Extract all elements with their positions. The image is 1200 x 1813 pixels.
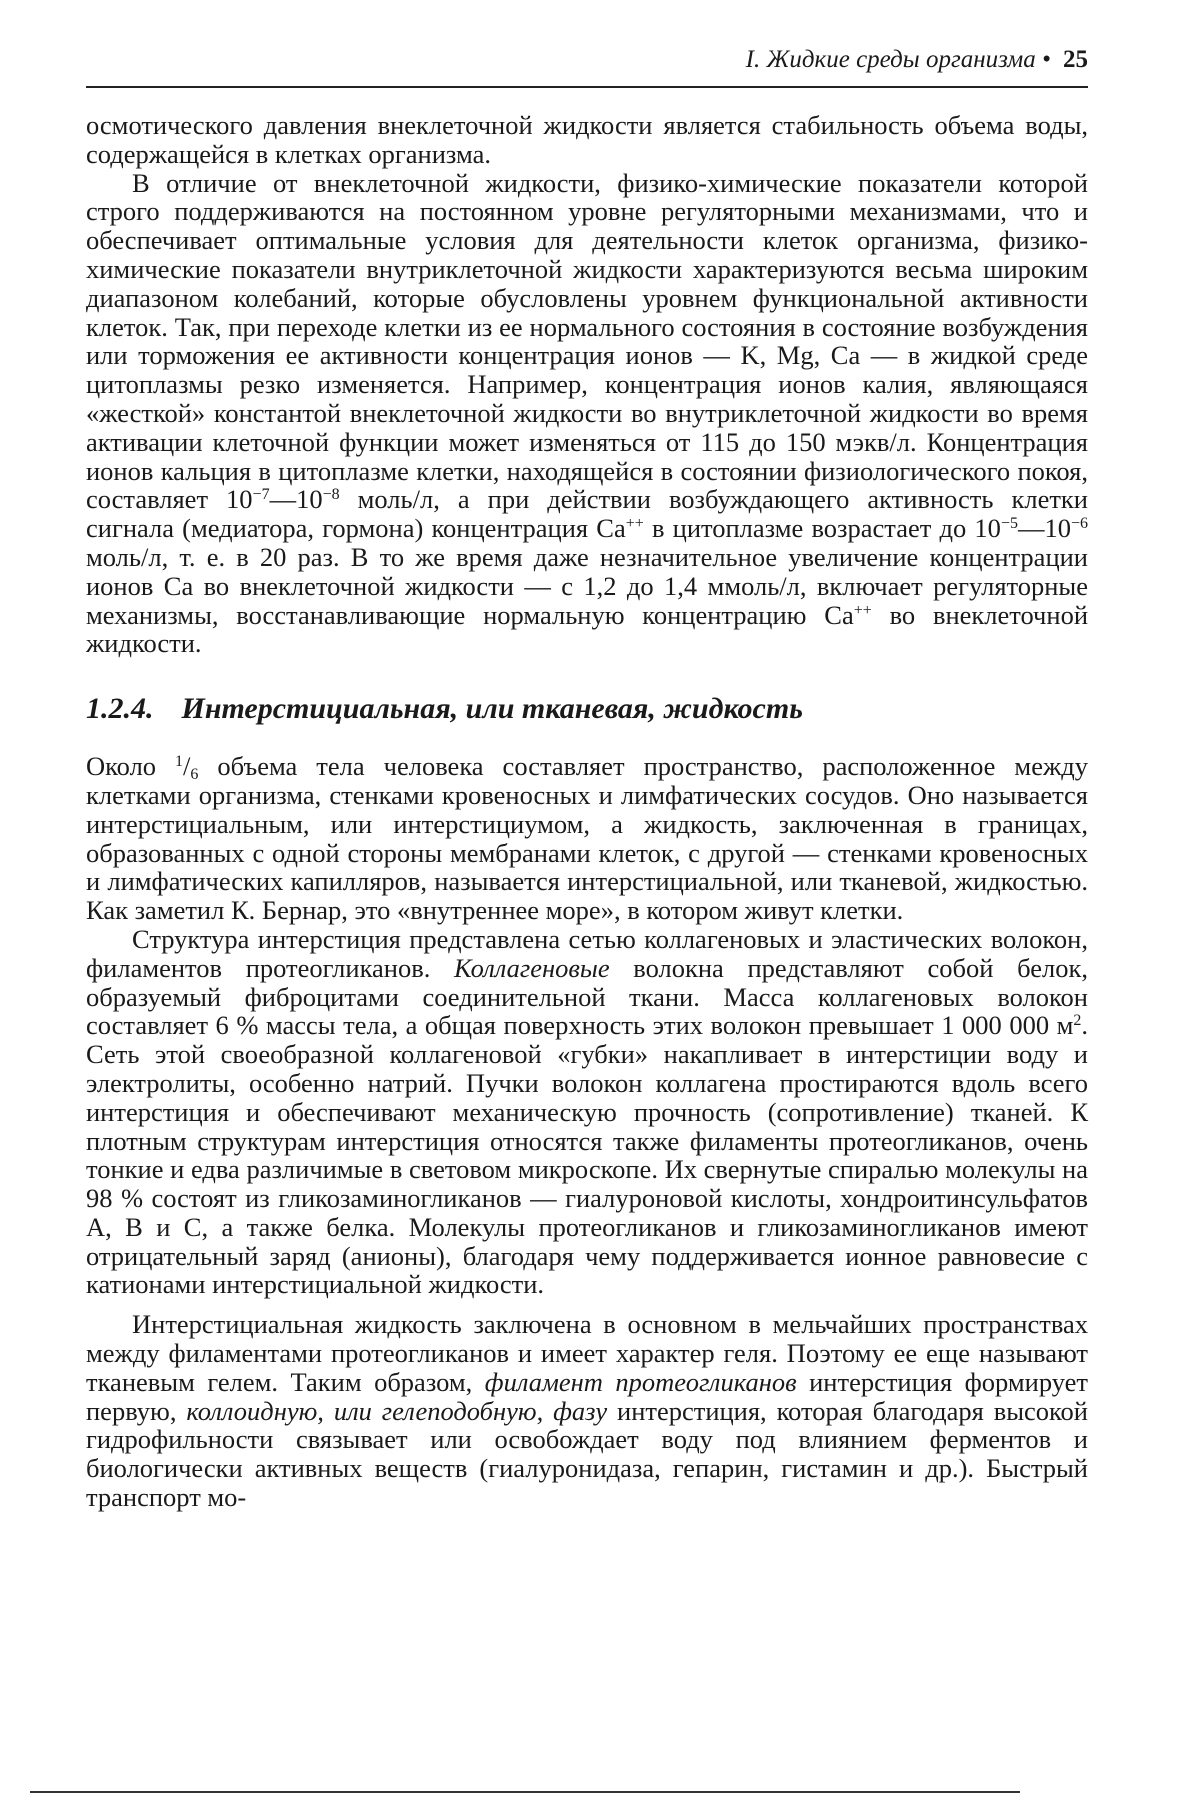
paragraph-interstitial-gel: Интерстициальная жидкость заключена в основном в мельчайших пространствах между филаментами протеогликанов и имеет характер геля. Поэтому ее еще называют тканевым гелем. Таким образом, филамент протеогликанов интерстиция формирует первую, коллоидную, или гелеподобную, фазу интерстиция, которая благодаря высокой гидрофильности связывает или освобождает воду под влиянием ферментов и биологически активных веществ (гиалуронидаза, гепарин, гистамин и др.). Быстрый транспорт мо- — [86, 1309, 1089, 1513]
paragraph-continued: осмотического давления внеклеточной жидкости является стабильность объема воды, содержащейся в клетках организма. — [86, 110, 1088, 169]
page-body — [86, 111, 1088, 1512]
exponent: −5 — [1000, 515, 1018, 533]
section-heading — [86, 692, 1088, 726]
fraction-denominator: 6 — [190, 766, 199, 784]
fraction-numerator: 1 — [175, 753, 184, 771]
exponent: 2 — [1073, 1012, 1082, 1030]
fraction-slash: / — [183, 751, 191, 782]
running-header — [86, 46, 1088, 74]
exponent: −6 — [1070, 515, 1088, 533]
emphasis-term: Коллагеновые — [454, 952, 610, 983]
emphasis-term: коллоидную, или гелеподобную, фазу — [186, 1395, 608, 1426]
header-bullet: • — [1041, 46, 1051, 73]
paragraph-interstitium-structure: Структура интерстиция представлена сетью коллагеновых и эластических волокон, филаментов протеогликанов. Коллагеновые волокна представляют собой белок, образуемый фиброцитами соединительной ткани. Масса коллагеновых волокон составляет 6 % массы тела, а общая поверхность этих волокон превышает 1 000 000 $м^2$. Сеть этой своеобразной коллагеновой «губки» накапливает в интерстиции воду и электролиты, особенно натрий. Пучки волокон коллагена простираются вдоль всего интерстиция и обеспечивают механическую прочность (сопротивление) тканей. К плотным структурам интерстиция относятся также филаменты протеогликанов, очень тонкие и едва различимые в световом микроскопе. Их свернутые спиралью молекулы на 98 % состоят из гликозаминогликанов — гиалуроновой кислоты, хондроитинсульфатов А, В и С, а также белка. Молекулы протеогликанов и гликозаминогликанов имеют отрицательный заряд (анионы), благодаря чему поддерживается ионное равновесие с катионами интерстициальной жидкости. — [86, 923, 1088, 1300]
paragraph-interstitium-intro: Около $^1/_6$ объема тела человека составляет пространство, расположенное между клетками организма, стенками кровеносных и лимфатических сосудов. Оно называется интерстициальным, или интерстициумом, а жидкость, заключенная в границах, образованных с одной стороны мембранами клеток, с другой — стенками кровеносных и лимфатических капилляров, называется интерстициальной, или тканевой, жидкостью. Как заметил К. Бернар, это «внутреннее море», в котором живут клетки. — [86, 751, 1088, 926]
ion-charge: ++ — [853, 601, 872, 619]
header-divider — [86, 86, 1088, 88]
section-title: Интерстициальная, или тканевая, жидкость — [181, 692, 803, 726]
exponent: −7 — [252, 486, 270, 504]
running-title: I. Жидкие среды организма — [745, 46, 1036, 73]
ion-charge: ++ — [625, 515, 644, 533]
page-number: 25 — [1063, 46, 1088, 73]
emphasis-term: филамент протеогликанов — [484, 1366, 797, 1397]
section-number: 1.2.4. — [86, 692, 154, 726]
exponent: −8 — [322, 486, 340, 504]
page-bottom-edge — [30, 1791, 1020, 1793]
paragraph-intracellular-fluid: В отличие от внеклеточной жидкости, физико-химические показатели которой строго поддерживаются на постоянном уровне регуляторными механизмами, что и обеспечивает оптимальные условия для деятельности клеток организма, физико-химические показатели внутриклеточной жидкости характеризуются весьма широким диапазоном колебаний, которые обусловлены уровнем функциональной активности клеток. Так, при переходе клетки из ее нормального состояния в состояние возбуждения или торможения ее активности концентрация ионов — K, Mg, Ca — в жидкой среде цитоплазмы резко изменяется. Например, концентрация ионов калия, являющаяся «жесткой» константой внеклеточной жидкости во внутриклеточной жидкости во время активации клеточной функции может изменяться от 115 до 150 мэкв/л. Концентрация ионов кальция в цитоплазме клетки, находящейся в состоянии физиологического покоя, составляет $10^{-7}—10^{-8}$ моль/л, а при действии возбуждающего активность клетки сигнала (медиатора, гормона) концентрация Ca++ в цитоплазме возрастает до $10^{-5}—10^{-6}$ моль/л, т. е. в 20 раз. В то же время даже незначительное увеличение концентрации ионов Ca во внеклеточной жидкости — с 1,2 до 1,4 ммоль/л, включает регуляторные механизмы, восстанавливающие нормальную концентрацию Ca++ во внеклеточной жидкости. — [86, 167, 1088, 659]
